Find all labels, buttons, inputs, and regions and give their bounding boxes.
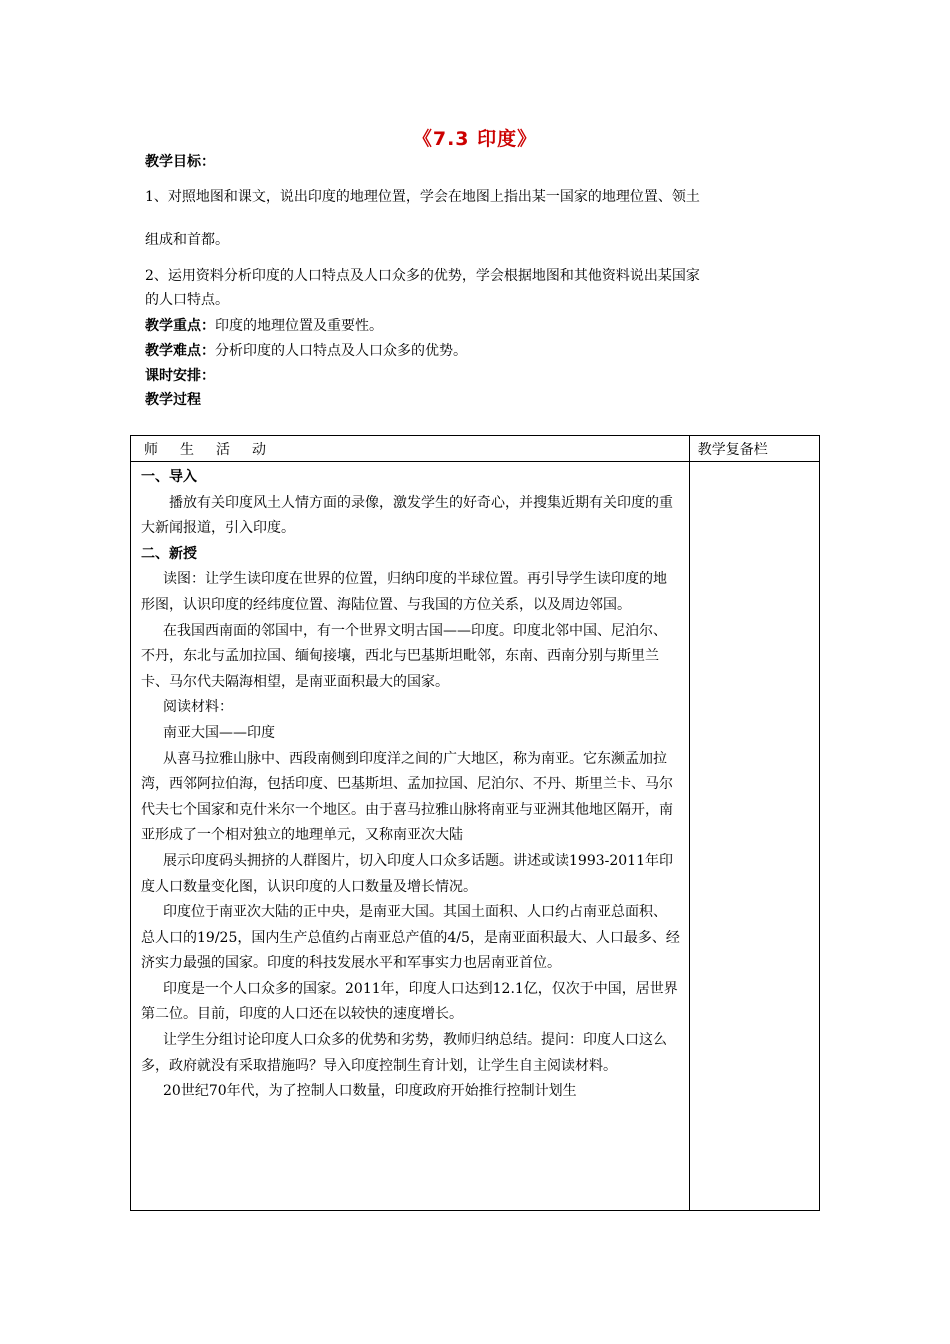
header-review-column: 教学复备栏 [689, 436, 819, 462]
difficulty-label: 教学难点 [145, 343, 201, 359]
paragraph-1970s: 20世纪70年代，为了控制人口数量，印度政府开始推行控制计划生 [163, 1083, 577, 1100]
objective-2-line1: 2、运用资料分析印度的人口特点及人口众多的优势，学会根据地图和其他资料说出某国家 [145, 268, 700, 284]
lesson-table [130, 435, 820, 1211]
objective-1-line2: 组成和首都。 [145, 232, 229, 248]
process-label: 教学过程 [145, 392, 201, 408]
table-body-row [131, 462, 820, 1211]
section-intro-title: 一、导入 [141, 469, 197, 485]
header-activities [131, 436, 690, 462]
section-intro-paragraph: 播放有关印度风土人情方面的录像，激发学生的好奇心，并搜集近期有关印度的重大新闻报道，引入印度。 [141, 494, 673, 537]
paragraph-discussion: 让学生分组讨论印度人口众多的优势和劣势，教师归纳总结。提问：印度人口这么多，政府就没有采取措施吗？导入印度控制生育计划，让学生自主阅读材料。 [141, 1032, 667, 1074]
paragraph-south-asia: 从喜马拉雅山脉中、西段南侧到印度洋之间的广大地区，称为南亚。它东濒孟加拉湾，西邻阿拉伯海，包括印度、巴基斯坦、孟加拉国、尼泊尔、不丹、斯里兰卡、马尔代夫七个国家和克什米尔一个地区。由于喜马拉雅山脉将南亚与亚洲其他地区隔开，南亚形成了一个相对独立的地理单元，又称南亚次大陆 [141, 750, 673, 844]
table-header-row [131, 436, 820, 462]
key-point-line [145, 314, 815, 338]
review-cell [689, 462, 819, 1211]
key-point-text: 印度的地理位置及重要性。 [215, 318, 383, 334]
key-point-colon: ： [201, 318, 215, 334]
activities-cell [131, 462, 690, 1211]
difficulty-text: 分析印度的人口特点及人口众多的优势。 [215, 343, 467, 359]
difficulty-line [145, 339, 815, 363]
paragraph-reading-title: 南亚大国——印度 [163, 724, 275, 741]
header-char-4: 动 [252, 442, 266, 458]
objective-2-line2: 的人口特点。 [145, 292, 229, 308]
paragraph-read-map: 读图：让学生读印度在世界的位置，归纳印度的半球位置。再引导学生读印度的地形图，认识印度的经纬度位置、海陆位置、与我国的方位关系，以及周边邻国。 [141, 571, 667, 613]
header-char-1: 师 [144, 442, 158, 458]
paragraph-population-2011: 印度是一个人口众多的国家。2011年，印度人口达到12.1亿，仅次于中国，居世界第二位。目前，印度的人口还在以较快的速度增长。 [141, 980, 678, 1023]
section-new-title: 二、新授 [141, 545, 197, 562]
objectives-heading: 教学目标： [145, 154, 215, 170]
header-char-2: 生 [180, 442, 194, 458]
document-title: 《7.3 印度》 [412, 128, 538, 150]
key-point-label: 教学重点 [145, 318, 201, 334]
paragraph-reading-material: 阅读材料： [163, 699, 233, 716]
paragraph-position: 印度位于南亚次大陆的正中央，是南亚大国。其国土面积、人口约占南亚总面积、总人口的19/25，国内生产总值约占南亚总产值的4/5，是南亚面积最大、人口最多、经济实力最强的国家。印度的科技发展水平和军事实力也居南亚首位。 [141, 904, 680, 972]
objective-1-line1: 1、对照地图和课文，说出印度的地理位置，学会在地图上指出某一国家的地理位置、领土 [145, 189, 700, 205]
paragraph-neighbors: 在我国西南面的邻国中，有一个世界文明古国——印度。印度北邻中国、尼泊尔、不丹，东北与孟加拉国、缅甸接壤，西北与巴基斯坦毗邻，东南、西南分别与斯里兰卡、马尔代夫隔海相望，是南亚面积最大的国家。 [141, 622, 667, 690]
header-char-3: 活 [216, 442, 230, 458]
difficulty-colon: ： [201, 343, 215, 359]
paragraph-population-intro: 展示印度码头拥挤的人群图片，切入印度人口众多话题。讲述或读1993-2011年印度人口数量变化图，认识印度的人口数量及增长情况。 [141, 852, 673, 895]
schedule-label: 课时安排： [145, 368, 215, 384]
